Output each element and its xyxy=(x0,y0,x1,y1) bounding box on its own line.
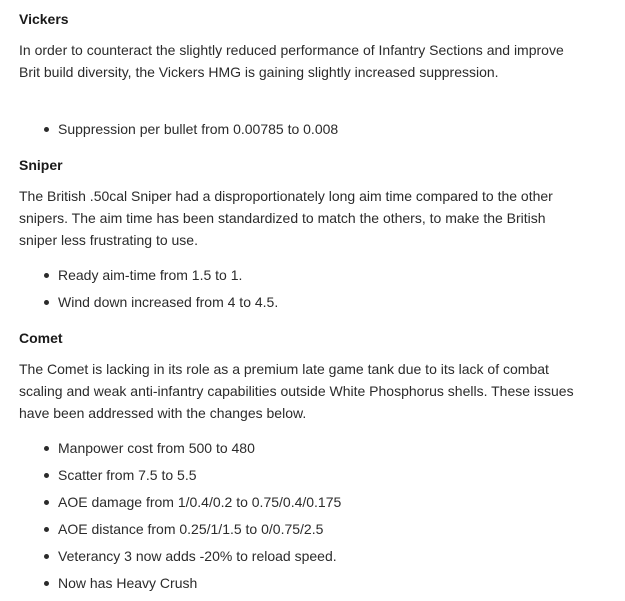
list-item: Now has Heavy Crush xyxy=(19,574,579,601)
change-list-comet xyxy=(19,439,579,601)
list-item: Wind down increased from 4 to 4.5. xyxy=(19,293,579,320)
section-body-vickers: In order to counteract the slightly reduced performance of Infantry Sections and improve Brit build diversity, the Vickers HMG is gaining slightly increased suppression. xyxy=(19,42,564,80)
list-item: AOE distance from 0.25/1/1.5 to 0/0.75/2.5 xyxy=(19,520,579,547)
section-heading-comet: Comet xyxy=(19,330,63,346)
list-item: Scatter from 7.5 to 5.5 xyxy=(19,466,579,493)
change-list-sniper xyxy=(19,266,579,320)
section-heading-sniper: Sniper xyxy=(19,157,63,173)
list-item: Suppression per bullet from 0.00785 to 0.008 xyxy=(19,120,579,147)
list-item: Ready aim-time from 1.5 to 1. xyxy=(19,266,579,293)
section-body-sniper: The British .50cal Sniper had a disproportionately long aim time compared to the other snipers. The aim time has been standardized to match the others, to make the British sniper less frustrating to use. xyxy=(19,188,553,248)
change-list-vickers xyxy=(19,120,579,147)
section-body-comet: The Comet is lacking in its role as a premium late game tank due to its lack of combat scaling and weak anti-infantry capabilities outside White Phosphorus shells. These issues have been addressed with the changes below. xyxy=(19,361,574,421)
section-heading-vickers: Vickers xyxy=(19,11,69,27)
list-item: Manpower cost from 500 to 480 xyxy=(19,439,579,466)
list-item: Veterancy 3 now adds -20% to reload speed. xyxy=(19,547,579,574)
list-item: AOE damage from 1/0.4/0.2 to 0.75/0.4/0.175 xyxy=(19,493,579,520)
